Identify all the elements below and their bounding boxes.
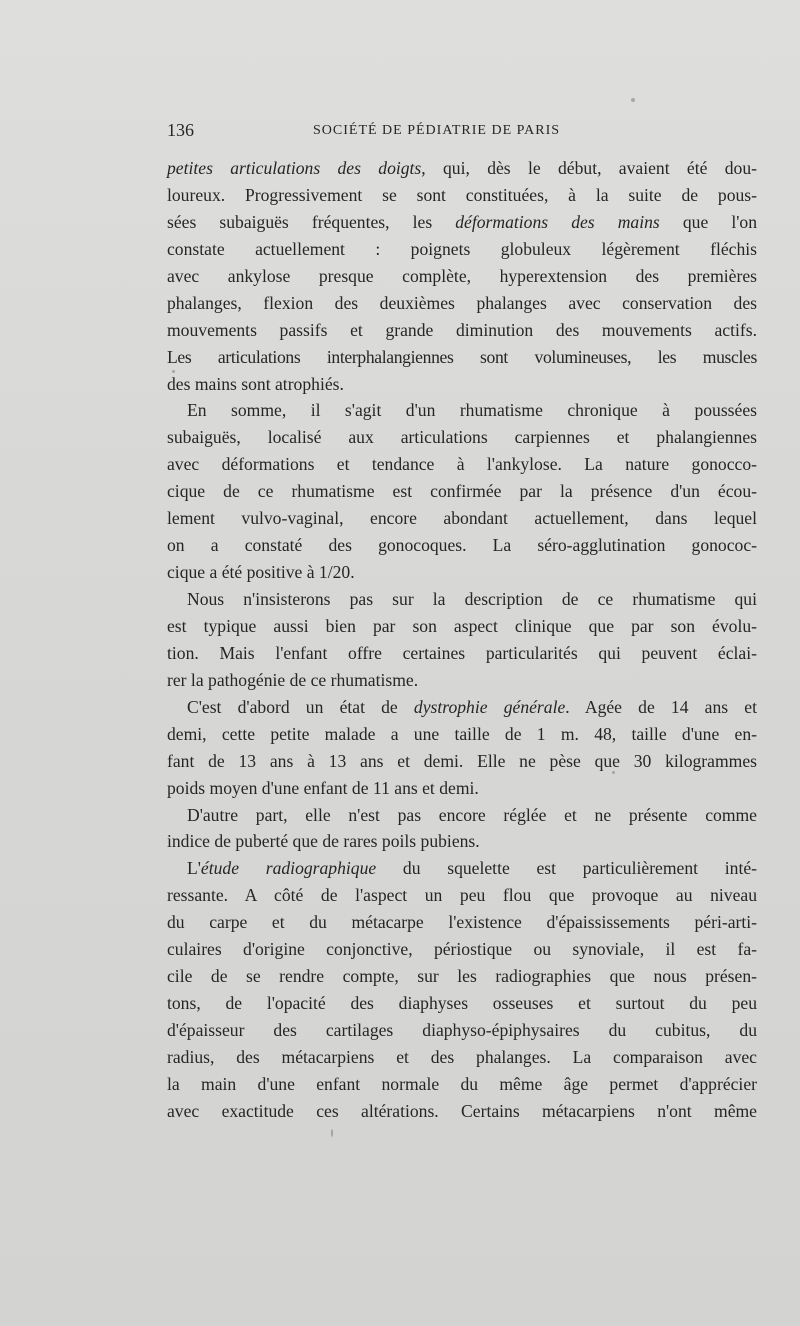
- text-line: D'autre part, elle n'est pas encore réglée et ne présente comme: [187, 804, 757, 825]
- text-line: du carpe et du métacarpe l'existence d'épaississements péri-arti-: [167, 912, 757, 933]
- italic-phrase: dystrophie générale: [413, 696, 566, 717]
- scan-speck: [172, 370, 175, 373]
- text-line: est typique aussi bien par son aspect clinique que par son évolu-: [167, 615, 757, 636]
- text-line: culaires d'origine conjonctive, périostique ou synoviale, il est fa-: [167, 939, 757, 960]
- text-line: constate actuellement : poignets globuleux légèrement fléchis: [167, 238, 757, 259]
- text-line: radius, des métacarpiens et des phalanges. La comparaison avec: [167, 1046, 757, 1067]
- text-line: avec ankylose presque complète, hyperextension des premières: [167, 265, 757, 286]
- text-line: la main d'une enfant normale du même âge permet d'apprécier: [167, 1073, 757, 1094]
- text-line: Les articulations interphalangiennes sont volumineuses, les muscles: [167, 346, 757, 367]
- text-line: ressante. A côté de l'aspect un peu flou que provoque au niveau: [167, 885, 757, 906]
- text-line: mouvements passifs et grande diminution des mouvements actifs.: [167, 319, 757, 340]
- text-line: En somme, il s'agit d'un rhumatisme chronique à poussées: [187, 400, 757, 421]
- text-line: indice de puberté que de rares poils pubiens.: [167, 831, 480, 852]
- text-line: L'étude radiographique du squelette est particulièrement inté-: [187, 858, 757, 879]
- text-line: cique a été positive à 1/20.: [167, 562, 355, 583]
- text-line: phalanges, flexion des deuxièmes phalanges avec conservation des: [167, 292, 757, 313]
- scan-speck: [331, 1129, 333, 1137]
- running-title: SOCIÉTÉ DE PÉDIATRIE DE PARIS: [313, 123, 561, 138]
- text-line: loureux. Progressivement se sont constituées, à la suite de pous-: [167, 184, 757, 205]
- text-line: Nous n'insisterons pas sur la description de ce rhumatisme qui: [187, 589, 757, 609]
- page-number: 136: [167, 120, 194, 140]
- body-text: [167, 155, 757, 1125]
- text-line: cique de ce rhumatisme est confirmée par la présence d'un écou-: [167, 481, 757, 502]
- text-line: avec déformations et tendance à l'ankylose. La nature gonocco-: [167, 454, 757, 475]
- text-line: des mains sont atrophiés.: [167, 373, 344, 394]
- text-line: rer la pathogénie de ce rhumatisme.: [167, 669, 419, 690]
- text-line: subaiguës, localisé aux articulations carpiennes et phalangiennes: [167, 427, 757, 448]
- italic-phrase: déformations des mains: [455, 211, 660, 232]
- text-line: demi, cette petite malade a une taille de 1 m. 48, taille d'une en-: [167, 723, 757, 744]
- italic-phrase: étude radiographique: [200, 858, 377, 879]
- text-line: poids moyen d'une enfant de 11 ans et demi.: [167, 777, 479, 798]
- page-header: [167, 120, 757, 142]
- text-line: fant de 13 ans à 13 ans et demi. Elle ne pèse que 30 kilogrammes: [167, 750, 757, 771]
- scan-speck: [612, 771, 615, 774]
- text-line: tons, de l'opacité des diaphyses osseuses et surtout du peu: [167, 993, 757, 1014]
- text-line: lement vulvo-vaginal, encore abondant actuellement, dans lequel: [167, 508, 757, 529]
- text-line: avec exactitude ces altérations. Certains métacarpiens n'ont même: [167, 1100, 757, 1121]
- italic-phrase: petites articulations des doigts: [167, 158, 422, 178]
- text-line: C'est d'abord un état de dystrophie générale. Agée de 14 ans et: [187, 696, 758, 717]
- text-line: d'épaisseur des cartilages diaphyso-épiphysaires du cubitus, du: [167, 1020, 757, 1040]
- scan-speck: [631, 98, 635, 102]
- text-line: sées subaiguës fréquentes, les déformations des mains que l'on: [167, 211, 757, 232]
- text-line: cile de se rendre compte, sur les radiographies que nous présen-: [167, 966, 757, 987]
- text-line: petites articulations des doigts, qui, dès le début, avaient été dou-: [167, 158, 757, 178]
- text-line: tion. Mais l'enfant offre certaines particularités qui peuvent éclai-: [167, 642, 757, 663]
- text-line: on a constaté des gonocoques. La séro-agglutination gonococ-: [167, 535, 757, 556]
